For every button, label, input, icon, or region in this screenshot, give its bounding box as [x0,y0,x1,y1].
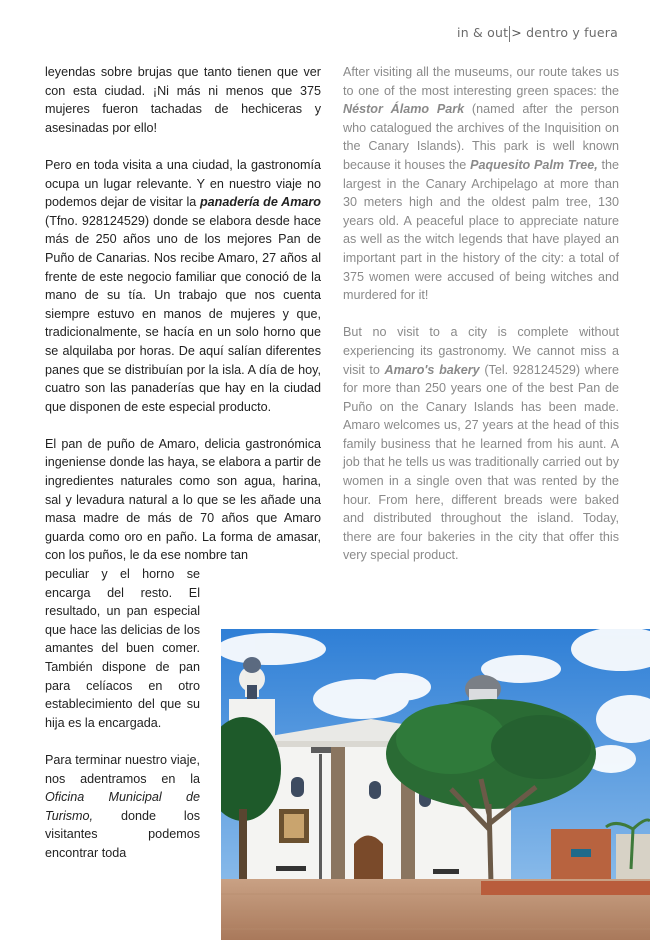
es-p4-text: Para terminar nuestro viaje, nos adentramos en la [45,752,200,786]
es-p4-text-rest: donde los visitantes podemos encontrar toda [45,808,200,860]
section-header [457,25,618,42]
header-left: in & out [457,25,509,40]
header-right: dentro y fuera [526,25,618,40]
church-plaza-photo [221,629,650,940]
en-paragraph-2 [343,323,619,565]
es-paragraph-1: leyendas sobre brujas que tanto tienen que ver con esta ciudad. ¡Ni más ni menos que 375 mujeres fueron tachadas de hechiceras y asesinadas por ello! [45,65,321,135]
es-paragraph-3-cont: peculiar y el horno se encarga del resto. El resultado, un pan especial que hace las delicias de los amantes del buen comer. También dispone de pan para celíacos en otro establecimiento del que su hija es la encargada. [45,567,200,730]
en-paragraph-1 [343,63,619,305]
es-p2-text: Pero en toda visita a una ciudad, la gastronomía ocupa un lugar relevante. Y en nuestro viaje no podemos dejar de visitar la [45,157,321,210]
english-column [343,63,619,584]
es-paragraph-2 [45,156,321,416]
es-paragraph-4 [45,751,200,863]
es-tourism-office: Oficina Municipal de Turismo, [45,790,200,823]
en-p1-a: After visiting all the museums, our route takes us to one of the most interesting green spaces: the [343,65,619,98]
chevron-right-icon: > [511,25,522,40]
es-bakery-name: panadería de Amaro [199,195,321,210]
en-p2-b: (Tel. 928124529) where for more than 250 years one of the best Pan de Puño on the Canary Islands has been made. Amaro welcomes us, 27 years at the head of this family business that he learned from his aunt. A job that he tells us was traditionally carried out by women in a single oven that was rented by the hour. From here, different breads were baked and distributed throughout the island. Today, there are four bakeries in the city that offer this very special product. [343,362,619,563]
en-palm-name: Paquesito Palm Tree, [470,157,598,172]
es-p2-text-rest: (Tfno. 928124529) donde se elabora desde hace más de 250 años uno de los mejores Pan de Puño de Canarias. Nos recibe Amaro, 27 años al frente de este negocio familiar que conoció de la mano de su tía. Un trabajo que nos cuenta siempre estuvo en manos de mujeres y que, tradicionalmente, se hacía en un solo horno que se alquilaba por horas. De aquí salían diferentes panes que se distribuían por la isla. A día de hoy, cuatro son las panaderías que hay en la ciudad que disponen de este especial producto. [45,213,321,414]
es-paragraph-3: El pan de puño de Amaro, delicia gastronómica ingeniense donde las haya, se elabora a partir de ingredientes naturales como son agua, harina, sal y levadura natural a lo que se les añade una masa madre de más de 70 años que Amaro guarda como oro en paño. La forma de amasar, con los puños, le da ese nombre tan [45,436,321,563]
en-p1-c: the largest in the Canary Archipelago at more than 30 meters high and the oldest palm tree, 130 years old. A peaceful place to appreciate nature as well as the witch legends that have played an important part in the history of the city: a total of 375 women were accused of being witches and murdered for it! [343,157,619,303]
en-p2-a: But no visit to a city is complete without experiencing its gastronomy. We cannot miss a visit to [343,325,619,377]
en-bakery-name: Amaro's bakery [384,362,480,377]
en-p1-b: (named after the person who catalogued the archives of the Inquisition on the Canary Islands). This park is well known because it houses the [343,102,619,172]
en-park-name: Néstor Álamo Park [343,102,465,117]
